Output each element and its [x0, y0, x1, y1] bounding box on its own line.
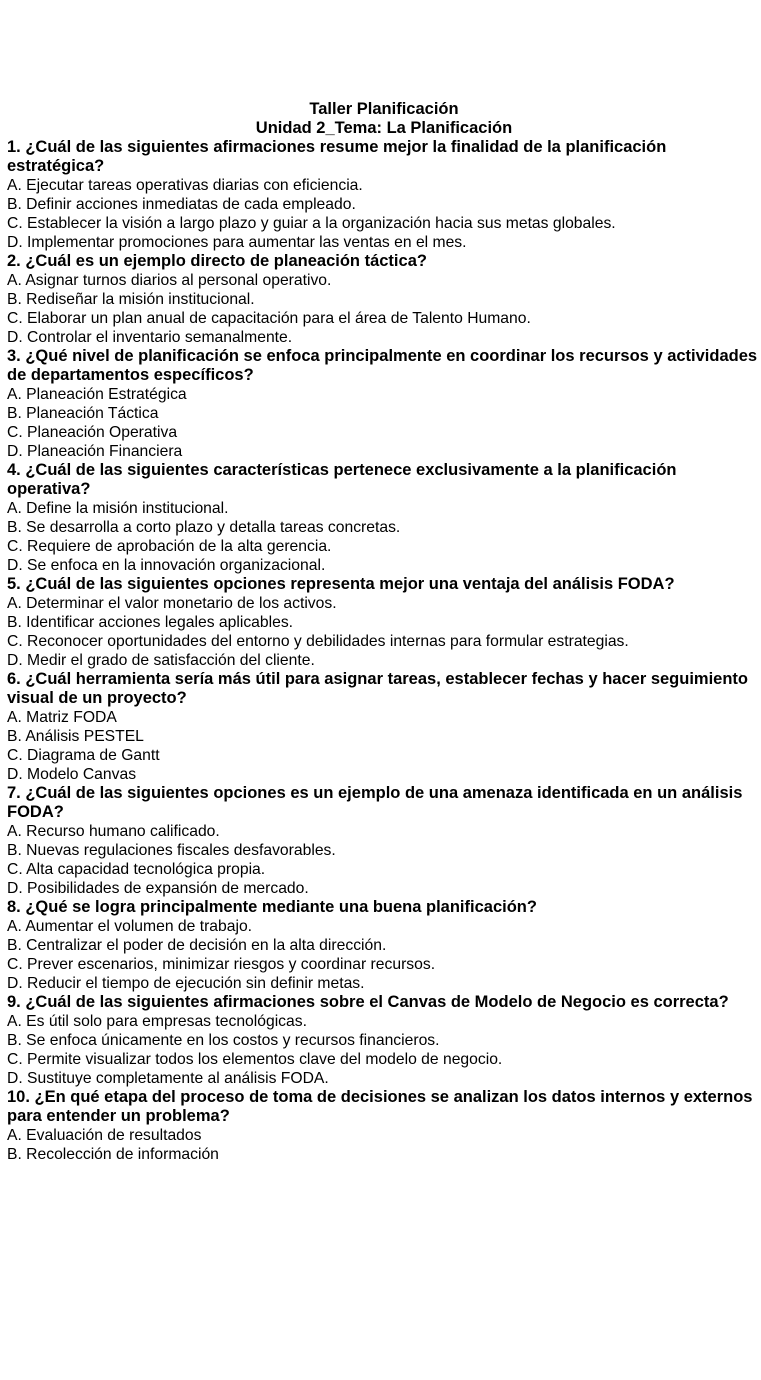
option-a: A. Asignar turnos diarios al personal operativo.: [7, 272, 332, 289]
question-text: 9. ¿Cuál de las siguientes afirmaciones sobre el Canvas de Modelo de Negocio es correcta?: [7, 993, 729, 1011]
option-a: A. Es útil solo para empresas tecnológicas.: [7, 1013, 307, 1030]
option-c: C. Permite visualizar todos los elementos clave del modelo de negocio.: [7, 1051, 503, 1068]
question-text: 10. ¿En qué etapa del proceso de toma de decisiones se analizan los datos internos y externos para entender un problema?: [7, 1088, 753, 1125]
option-c: C. Establecer la visión a largo plazo y guiar a la organización hacia sus metas globales.: [7, 215, 616, 232]
question-4: [7, 461, 761, 575]
option-c: C. Requiere de aprobación de la alta gerencia.: [7, 538, 332, 555]
question-2: [7, 252, 761, 347]
question-3: [7, 347, 761, 461]
question-text: 5. ¿Cuál de las siguientes opciones representa mejor una ventaja del análisis FODA?: [7, 575, 675, 593]
option-b: B. Nuevas regulaciones fiscales desfavorables.: [7, 842, 336, 859]
option-b: B. Se enfoca únicamente en los costos y recursos financieros.: [7, 1032, 440, 1049]
question-text: 2. ¿Cuál es un ejemplo directo de planeación táctica?: [7, 252, 427, 270]
option-b: B. Rediseñar la misión institucional.: [7, 291, 255, 308]
option-c: C. Reconocer oportunidades del entorno y debilidades internas para formular estrategias.: [7, 633, 629, 650]
question-text: 8. ¿Qué se logra principalmente mediante una buena planificación?: [7, 898, 537, 916]
option-d: D. Modelo Canvas: [7, 766, 137, 783]
option-d: D. Sustituye completamente al análisis FODA.: [7, 1070, 329, 1087]
option-a: A. Evaluación de resultados: [7, 1127, 202, 1144]
question-6: [7, 670, 761, 784]
option-a: A. Determinar el valor monetario de los activos.: [7, 595, 337, 612]
question-text: 7. ¿Cuál de las siguientes opciones es un ejemplo de una amenaza identificada en un análisis FODA?: [7, 784, 743, 821]
document-page: [0, 100, 761, 1164]
question-1: [7, 138, 761, 252]
option-d: D. Reducir el tiempo de ejecución sin definir metas.: [7, 975, 365, 992]
question-text: 1. ¿Cuál de las siguientes afirmaciones resume mejor la finalidad de la planificación estratégica?: [7, 138, 667, 175]
option-c: C. Diagrama de Gantt: [7, 747, 160, 764]
option-b: B. Se desarrolla a corto plazo y detalla tareas concretas.: [7, 519, 401, 536]
option-a: A. Recurso humano calificado.: [7, 823, 220, 840]
question-text: 4. ¿Cuál de las siguientes características pertenece exclusivamente a la planificación operativa?: [7, 461, 677, 498]
document-title: Taller Planificación: [309, 100, 459, 118]
option-c: C. Alta capacidad tecnológica propia.: [7, 861, 266, 878]
option-b: B. Planeación Táctica: [7, 405, 159, 422]
question-8: [7, 898, 761, 993]
option-a: A. Aumentar el volumen de trabajo.: [7, 918, 253, 935]
option-a: A. Define la misión institucional.: [7, 500, 229, 517]
option-d: D. Implementar promociones para aumentar las ventas en el mes.: [7, 234, 467, 251]
option-a: A. Ejecutar tareas operativas diarias con eficiencia.: [7, 177, 363, 194]
option-c: C. Prever escenarios, minimizar riesgos y coordinar recursos.: [7, 956, 436, 973]
option-b: B. Identificar acciones legales aplicables.: [7, 614, 294, 631]
option-d: D. Planeación Financiera: [7, 443, 183, 460]
question-text: 6. ¿Cuál herramienta sería más útil para asignar tareas, establecer fechas y hacer seguimiento visual de un proyecto?: [7, 670, 749, 707]
option-b: B. Centralizar el poder de decisión en la alta dirección.: [7, 937, 387, 954]
option-c: C. Elaborar un plan anual de capacitación para el área de Talento Humano.: [7, 310, 531, 327]
option-b: B. Análisis PESTEL: [7, 728, 144, 745]
option-c: C. Planeación Operativa: [7, 424, 178, 441]
option-d: D. Se enfoca en la innovación organizacional.: [7, 557, 326, 574]
question-10: [7, 1088, 761, 1164]
question-7: [7, 784, 761, 898]
option-b: B. Definir acciones inmediatas de cada empleado.: [7, 196, 356, 213]
document-subtitle: Unidad 2_Tema: La Planificación: [255, 119, 513, 137]
question-9: [7, 993, 761, 1088]
option-b: B. Recolección de información: [7, 1146, 219, 1163]
option-d: D. Controlar el inventario semanalmente.: [7, 329, 293, 346]
option-a: A. Matriz FODA: [7, 709, 117, 726]
question-5: [7, 575, 761, 670]
option-d: D. Posibilidades de expansión de mercado.: [7, 880, 309, 897]
option-a: A. Planeación Estratégica: [7, 386, 187, 403]
question-text: 3. ¿Qué nivel de planificación se enfoca principalmente en coordinar los recursos y actividades de departamentos específicos?: [7, 347, 758, 384]
option-d: D. Medir el grado de satisfacción del cliente.: [7, 652, 315, 669]
